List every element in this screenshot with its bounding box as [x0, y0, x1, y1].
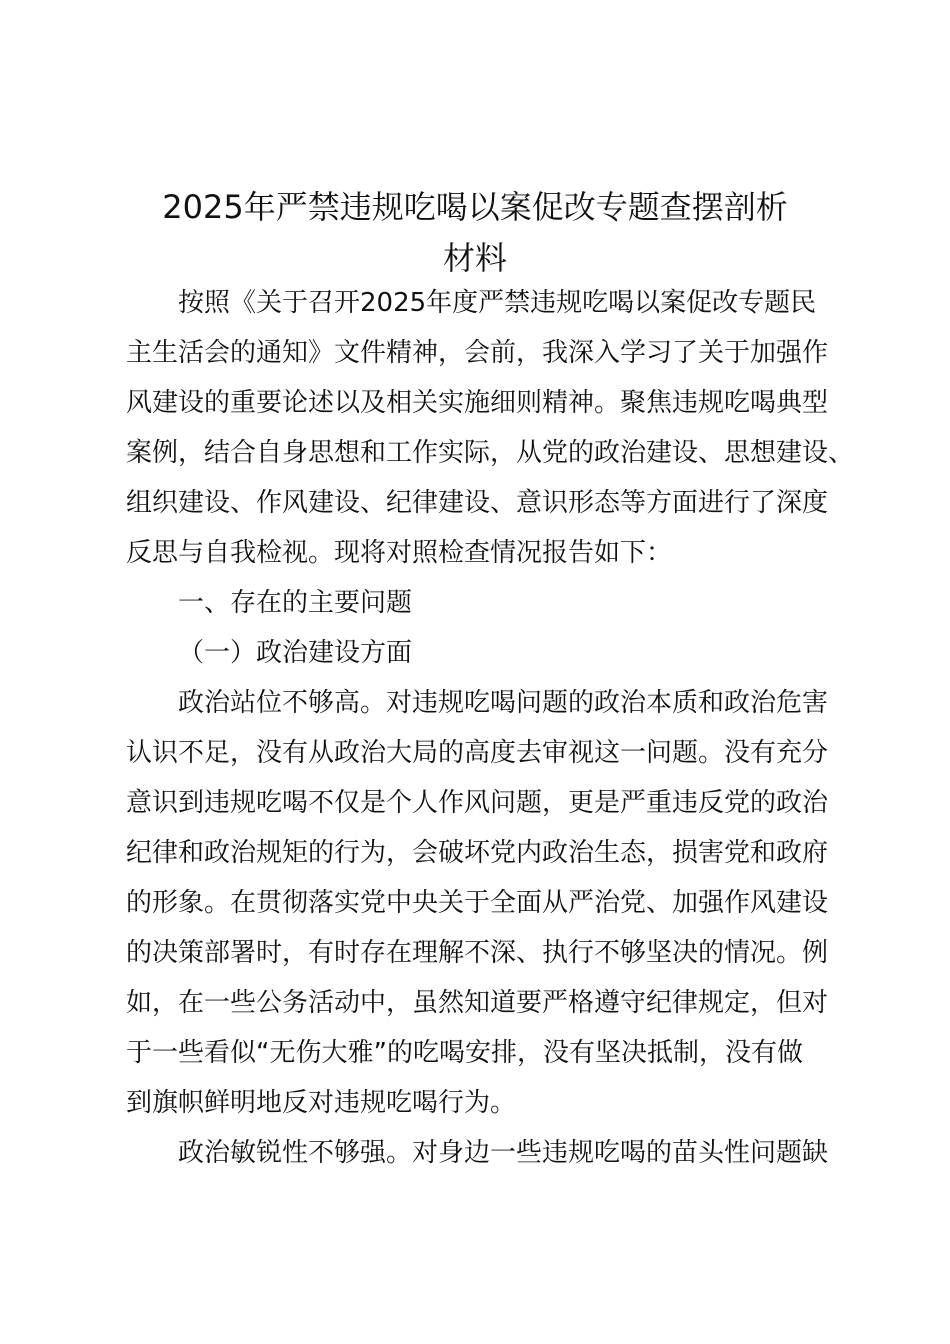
paragraph-intro-line-3: 风建设的重要论述以及相关实施细则精神。聚焦违规吃喝典型	[126, 388, 829, 418]
paragraph-political-line-1: 政治站位不够高。对违规吃喝问题的政治本质和政治危害	[178, 688, 829, 718]
paragraph-political-line-9: 到旗帜鲜明地反对违规吃喝行为。	[126, 1088, 517, 1118]
paragraph-sensitivity-line-1: 政治敏锐性不够强。对身边一些违规吃喝的苗头性问题缺	[178, 1138, 829, 1168]
paragraph-intro-line-2: 主生活会的通知》文件精神，会前，我深入学习了关于加强作	[126, 338, 829, 368]
paragraph-intro-line-6: 反思与自我检视。现将对照检查情况报告如下：	[126, 538, 673, 568]
paragraph-political-line-6: 的决策部署时，有时存在理解不深、执行不够坚决的情况。例	[126, 938, 829, 968]
paragraph-intro-line-4: 案例，结合自身思想和工作实际，从党的政治建设、思想建设、	[126, 438, 855, 468]
paragraph-political-line-2: 认识不足，没有从政治大局的高度去审视这一问题。没有充分	[126, 738, 829, 768]
paragraph-political-line-3: 意识到违规吃喝不仅是个人作风问题，更是严重违反党的政治	[126, 788, 829, 818]
subsection-heading: （一）政治建设方面	[178, 638, 413, 668]
document-title-line-1: 2025年严禁违规吃喝以案促改专题查摆剖析	[162, 188, 788, 226]
section-heading: 一、存在的主要问题	[178, 588, 413, 618]
paragraph-political-line-8: 于一些看似“无伤大雅”的吃喝安排，没有坚决抵制，没有做	[126, 1038, 803, 1068]
paragraph-political-line-7: 如，在一些公务活动中，虽然知道要严格遵守纪律规定，但对	[126, 988, 829, 1018]
paragraph-political-line-4: 纪律和政治规矩的行为，会破坏党内政治生态，损害党和政府	[126, 838, 829, 868]
paragraph-political-line-5: 的形象。在贯彻落实党中央关于全面从严治党、加强作风建设	[126, 888, 829, 918]
document-title-line-2: 材料	[442, 239, 507, 277]
paragraph-intro-line-5: 组织建设、作风建设、纪律建设、意识形态等方面进行了深度	[126, 488, 829, 518]
paragraph-intro-line-1: 按照《关于召开2025年度严禁违规吃喝以案促改专题民	[178, 288, 817, 318]
